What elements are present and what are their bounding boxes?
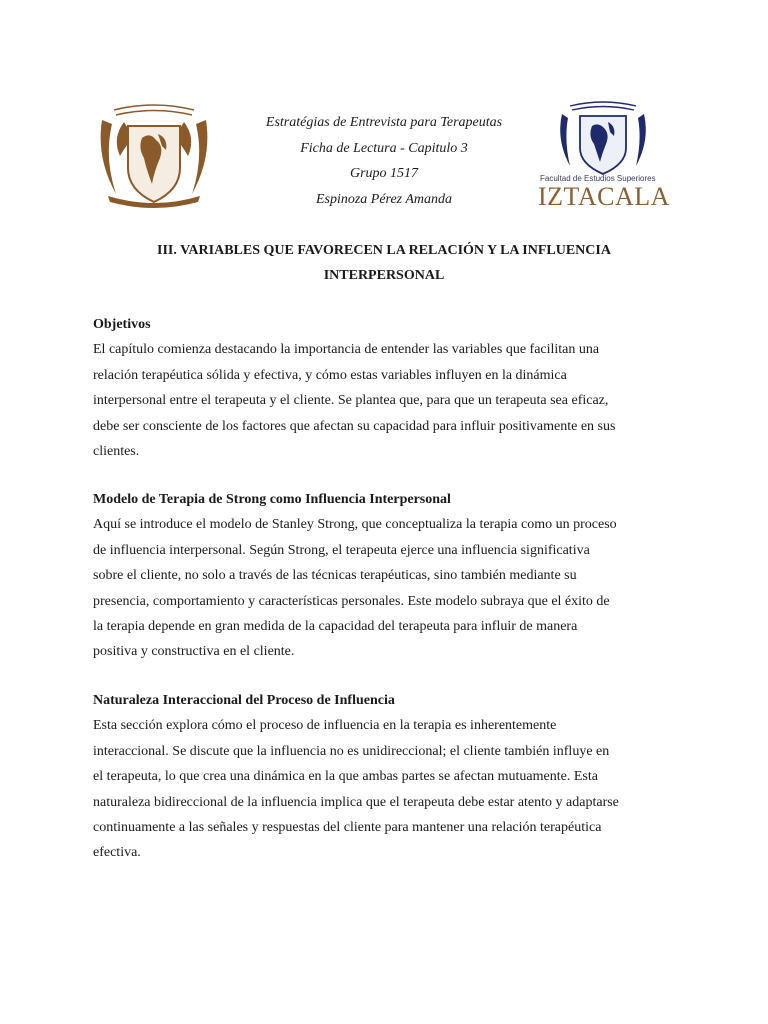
unam-shield-logo — [94, 98, 214, 212]
paragraph-line: interaccional. Se discute que la influencia no es unidireccional; el cliente también influye en — [93, 743, 610, 759]
author-name: Espinoza Pérez Amanda — [315, 191, 453, 207]
paragraph-line: efectiva. — [93, 845, 141, 861]
section-heading: Modelo de Terapia de Strong como Influencia Interpersonal — [93, 492, 451, 507]
paragraph-line: continuamente a las señales y respuestas del cliente para mantener una relación terapéutica — [93, 820, 602, 836]
paragraph-line: el terapeuta, lo que crea una dinámica en la que ambas partes se afectan mutuamente. Esta — [93, 769, 598, 785]
chapter-title — [96, 238, 672, 288]
paragraph-line: de influencia interpersonal. Según Strong, el terapeuta ejerce una influencia significativa — [93, 542, 590, 558]
paragraph-line: Aquí se introduce el modelo de Stanley Strong, que conceptualiza la terapia como un proceso — [93, 517, 617, 533]
paragraph-line: relación terapéutica sólida y efectiva, y cómo estas variables influyen en la dinámica — [93, 367, 567, 383]
paragraph-line: El capítulo comienza destacando la importancia de entender las variables que facilitan una — [93, 342, 600, 358]
paragraph-line: sobre el cliente, no solo a través de las técnicas terapéuticas, sino también mediante su — [93, 568, 577, 584]
group-label: Grupo 1517 — [349, 166, 419, 181]
paragraph-line: presencia, comportamiento y características personales. Este modelo subraya que el éxito de — [93, 593, 610, 609]
paragraph-line: positiva y constructiva en el cliente. — [93, 644, 295, 660]
paragraph-line: clientes. — [93, 444, 140, 460]
section-modelo-strong — [93, 487, 683, 665]
reading-sheet-label: Ficha de Lectura - Capitulo 3 — [300, 140, 468, 156]
document-header — [240, 110, 528, 212]
chapter-title-line: III. VARIABLES QUE FAVORECEN LA RELACIÓN Y LA INFLUENCIA — [157, 243, 611, 258]
paragraph-line: la terapia depende en gran medida de la capacidad del terapeuta para influir de manera — [93, 619, 578, 635]
section-heading: Naturaleza Interaccional del Proceso de Influencia — [93, 693, 395, 708]
iztacala-wordmark: IZTACALA — [538, 182, 670, 211]
section-heading: Objetivos — [93, 317, 151, 332]
paragraph-line: naturaleza bidireccional de la influencia implica que el terapeuta debe estar atento y adaptarse — [93, 794, 619, 810]
section-naturaleza-interaccional — [93, 688, 683, 866]
paragraph-line: debe ser consciente de los factores que afectan su capacidad para influir positivamente en sus — [93, 418, 616, 434]
chapter-title-line: INTERPERSONAL — [323, 268, 445, 283]
paragraph-line: Esta sección explora cómo el proceso de influencia en la terapia es inherentemente — [93, 718, 557, 734]
faculty-caption: Facultad de Estudios Superiores — [540, 174, 656, 183]
paragraph-line: interpersonal entre el terapeuta y el cliente. Se plantea que, para que un terapeuta sea eficaz, — [93, 393, 609, 409]
section-objetivos — [93, 312, 683, 464]
course-title: Estratégias de Entrevista para Terapeutas — [265, 115, 503, 130]
